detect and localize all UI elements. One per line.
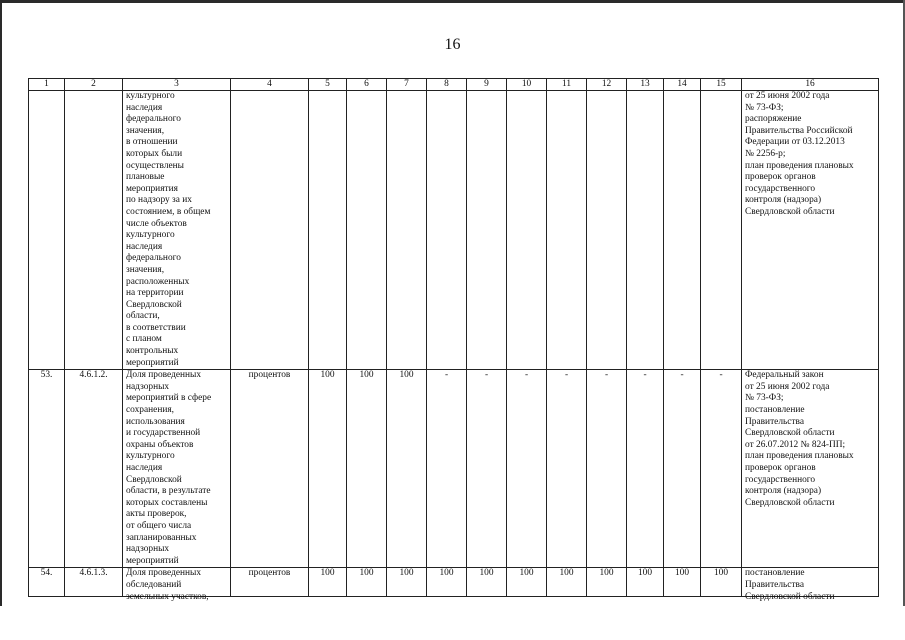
page-bottom-margin (0, 606, 905, 640)
value-cell (627, 91, 664, 370)
value-cell: 100 (309, 370, 347, 568)
value-cell (507, 91, 547, 370)
value-cell (701, 91, 742, 370)
unit-cell: процентов (231, 370, 309, 568)
legal-basis-cell: постановление Правительства Свердловской области (745, 568, 835, 602)
value-cell: 100 (664, 568, 701, 597)
indicator-code-cell: 4.6.1.3. (65, 568, 123, 597)
value-cell: - (547, 370, 587, 568)
value-cell: 100 (547, 568, 587, 597)
column-header: 1 (29, 79, 65, 91)
column-header: 9 (467, 79, 507, 91)
indicator-code-cell (65, 91, 123, 370)
column-header: 12 (587, 79, 627, 91)
row-number-cell: 53. (29, 370, 65, 568)
column-header: 10 (507, 79, 547, 91)
legal-basis-cell: от 25 июня 2002 года № 73-ФЗ; распоряжение Правительства Российской Федерации от 03.12.2013 № 2256-р; план проведения плановых проверок органов государственного контроля (надзора) Свердловской области (742, 91, 879, 370)
column-header: 8 (427, 79, 467, 91)
scan-border-top (0, 0, 905, 3)
value-cell: 100 (427, 568, 467, 597)
value-cell: - (627, 370, 664, 568)
value-cell: 100 (309, 568, 347, 597)
value-cell: 100 (587, 568, 627, 597)
table-row-53 (29, 370, 879, 568)
column-header: 4 (231, 79, 309, 91)
value-cell (587, 91, 627, 370)
value-cell: 100 (387, 370, 427, 568)
column-header: 6 (347, 79, 387, 91)
unit-cell: процентов (231, 568, 309, 597)
value-cell: 100 (701, 568, 742, 597)
indicator-name-cell: Доля проведенных надзорных мероприятий в сфере сохранения, использования и государственной охраны объектов культурного наследия Свердловской области, в результате которых составлены акты проверок, от общего числа запланированных надзорных мероприятий (123, 370, 231, 568)
scan-border-left (0, 0, 2, 640)
indicator-name-cell: Доля проведенных обследований земельных участков, (126, 568, 209, 602)
value-cell: - (587, 370, 627, 568)
indicator-name-cell: культурного наследия федерального значения, в отношении которых были осуществлены плановые мероприятия по надзору за их состоянием, в общем числе объектов культурного наследия федерального значения, расположенных на территории Свердловской области, в соответствии с планом контрольных мероприятий (123, 91, 231, 370)
indicators-table (28, 78, 879, 602)
column-header: 2 (65, 79, 123, 91)
value-cell (427, 91, 467, 370)
column-header: 7 (387, 79, 427, 91)
value-cell (387, 91, 427, 370)
column-header: 5 (309, 79, 347, 91)
value-cell: 100 (347, 568, 387, 597)
table-row-54 (29, 568, 879, 597)
value-cell: 100 (347, 370, 387, 568)
column-header: 3 (123, 79, 231, 91)
column-header: 11 (547, 79, 587, 91)
value-cell: 100 (627, 568, 664, 597)
column-header: 15 (701, 79, 742, 91)
value-cell: - (507, 370, 547, 568)
value-cell: 100 (387, 568, 427, 597)
value-cell: 100 (507, 568, 547, 597)
row-number-cell (29, 91, 65, 370)
unit-cell (231, 91, 309, 370)
column-number-row (29, 79, 879, 91)
value-cell (467, 91, 507, 370)
column-header: 16 (742, 79, 879, 91)
row-number-cell: 54. (29, 568, 65, 597)
value-cell (547, 91, 587, 370)
value-cell: - (664, 370, 701, 568)
table-row-continuation (29, 91, 879, 370)
column-header: 13 (627, 79, 664, 91)
indicator-code-cell: 4.6.1.2. (65, 370, 123, 568)
value-cell: - (467, 370, 507, 568)
value-cell (309, 91, 347, 370)
value-cell: 100 (467, 568, 507, 597)
value-cell: - (701, 370, 742, 568)
value-cell: - (427, 370, 467, 568)
page-number: 16 (444, 36, 461, 53)
legal-basis-cell: Федеральный закон от 25 июня 2002 года № 73-ФЗ; постановление Правительства Свердловской области от 26.07.2012 № 824-ПП; план проведения плановых проверок органов государственного контроля (надзора) Свердловской области (742, 370, 879, 568)
column-header: 14 (664, 79, 701, 91)
value-cell (664, 91, 701, 370)
value-cell (347, 91, 387, 370)
